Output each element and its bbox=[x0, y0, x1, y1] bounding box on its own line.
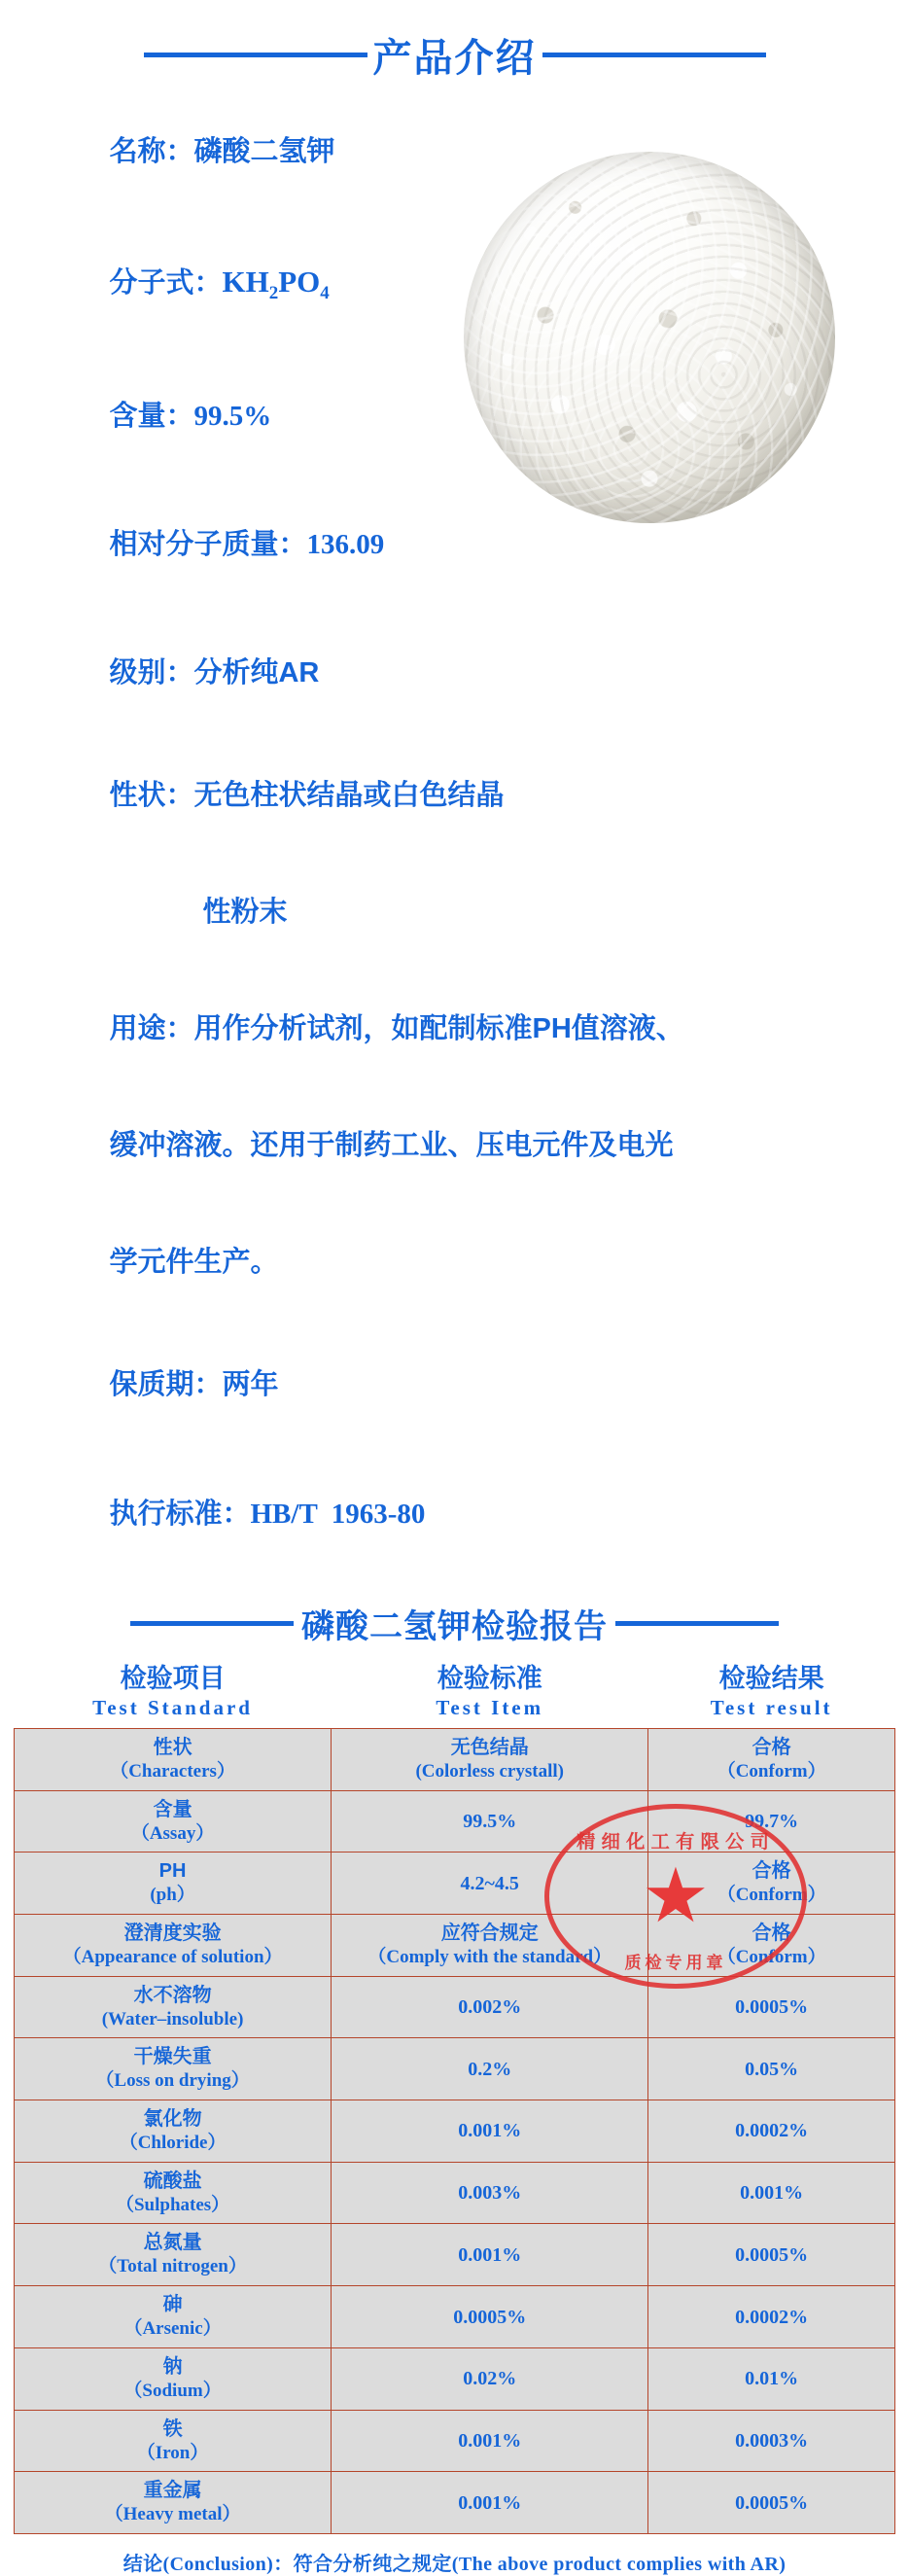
spec-row-appearance bbox=[47, 737, 649, 854]
cell-item: 总氮量 （Total nitrogen） bbox=[15, 2224, 332, 2286]
cell-result: 0.0005% bbox=[648, 2472, 895, 2534]
cell-result: 0.0002% bbox=[648, 2286, 895, 2348]
column-header-test-item bbox=[15, 1662, 332, 1729]
seal-bottom-text: 质检专用章 bbox=[624, 1954, 727, 1972]
table-row bbox=[15, 2100, 895, 2163]
cell-standard: 0.0005% bbox=[332, 2286, 648, 2348]
cell-item: 砷 （Arsenic） bbox=[15, 2286, 332, 2348]
spec-label-grade: 级别： bbox=[109, 657, 194, 688]
cell-result: 合格 （Conform） bbox=[648, 1728, 895, 1790]
header-rule-right bbox=[542, 53, 766, 57]
cell-standard: 无色结晶 (Colorless crystall) bbox=[332, 1728, 648, 1790]
cell-result: 0.0005% bbox=[648, 2224, 895, 2286]
spec-value-use: 用作分析试剂，如配制标准PH值溶液、 bbox=[193, 1013, 684, 1045]
cell-standard: 0.003% bbox=[332, 2162, 648, 2224]
spec-row-assay bbox=[47, 351, 649, 479]
spec-value-appearance-line2: 性粉末 bbox=[202, 897, 288, 929]
table-row bbox=[15, 2224, 895, 2286]
product-intro-title: 产品介绍 bbox=[372, 36, 537, 80]
table-row bbox=[15, 2286, 895, 2348]
cell-standard: 0.001% bbox=[332, 2472, 648, 2534]
inspection-report-table bbox=[14, 1662, 895, 2534]
table-row bbox=[15, 2038, 895, 2100]
cell-standard: 应符合规定 （Comply with the standard） bbox=[332, 1915, 648, 1977]
header-rule-left bbox=[144, 53, 367, 57]
table-row bbox=[15, 1790, 895, 1853]
cell-result: 合格 （Conform） bbox=[648, 1853, 895, 1915]
spec-row-formula bbox=[47, 216, 649, 351]
column-header-cn: 检验项目 bbox=[120, 1663, 226, 1693]
inspection-table-body bbox=[15, 1728, 895, 2533]
cell-item: 含量 （Assay） bbox=[15, 1790, 332, 1853]
cell-result: 0.0005% bbox=[648, 1976, 895, 2038]
table-row bbox=[15, 2162, 895, 2224]
table-header-row bbox=[15, 1662, 895, 1729]
spec-row-use-cont2 bbox=[47, 1204, 649, 1321]
table-row bbox=[15, 2347, 895, 2410]
cell-result: 0.0002% bbox=[648, 2100, 895, 2163]
cell-standard: 4.2~4.5 bbox=[332, 1853, 648, 1915]
spec-value-shelf-life: 两年 bbox=[222, 1369, 279, 1401]
table-row bbox=[15, 1915, 895, 1977]
spec-label-shelf-life: 保质期： bbox=[109, 1369, 223, 1401]
cell-standard: 0.02% bbox=[332, 2347, 648, 2410]
inspection-table-wrap bbox=[14, 1662, 895, 2576]
spec-row-appearance-cont bbox=[140, 854, 649, 970]
spec-row-molweight bbox=[47, 480, 649, 609]
cell-result: 0.001% bbox=[648, 2162, 895, 2224]
cell-standard: 99.5% bbox=[332, 1790, 648, 1853]
cell-standard: 0.001% bbox=[332, 2224, 648, 2286]
cell-item: 干燥失重 （Loss on drying） bbox=[15, 2038, 332, 2100]
spec-value-standard: HB/T 1963-80 bbox=[250, 1498, 426, 1530]
product-intro-body bbox=[0, 84, 909, 1578]
column-header-en: Test result bbox=[710, 1695, 833, 1719]
column-header-en: Test Standard bbox=[92, 1695, 253, 1719]
spec-row-standard bbox=[47, 1450, 649, 1578]
cell-standard: 0.002% bbox=[332, 1976, 648, 2038]
spec-label-molweight: 相对分子质量： bbox=[109, 528, 307, 560]
spec-value-grade: 分析纯AR bbox=[193, 657, 320, 688]
column-header-test-standard bbox=[332, 1662, 648, 1729]
cell-item: PH (ph） bbox=[15, 1853, 332, 1915]
cell-standard: 0.001% bbox=[332, 2100, 648, 2163]
spec-row-use-cont1 bbox=[47, 1087, 674, 1204]
column-header-en: Test Item bbox=[436, 1695, 544, 1719]
report-rule-left bbox=[130, 1621, 294, 1626]
spec-value-molweight: 136.09 bbox=[306, 528, 385, 560]
spec-label-assay: 含量： bbox=[109, 400, 194, 432]
spec-row-use bbox=[47, 970, 684, 1087]
cell-item: 钠 （Sodium） bbox=[15, 2347, 332, 2410]
cell-result: 99.7% bbox=[648, 1790, 895, 1853]
spec-row-grade bbox=[47, 609, 649, 737]
cell-standard: 0.001% bbox=[332, 2410, 648, 2472]
spec-value-name: 磷酸二氢钾 bbox=[193, 136, 335, 168]
cell-item: 硫酸盐 （Sulphates） bbox=[15, 2162, 332, 2224]
spec-value-assay: 99.5% bbox=[193, 400, 272, 432]
product-spec-list bbox=[47, 88, 684, 1578]
spec-label-formula: 分子式： bbox=[109, 267, 223, 300]
star-icon: ★ bbox=[642, 1853, 710, 1938]
spec-value-use-line3: 学元件生产。 bbox=[109, 1247, 279, 1279]
cell-result: 合格 （Conform） bbox=[648, 1915, 895, 1977]
conclusion-text: 结论(Conclusion)：符合分析纯之规定(The above product complies with AR) bbox=[122, 2553, 787, 2575]
cell-item: 水不溶物 (Water–insoluble) bbox=[15, 1976, 332, 2038]
cell-result: 0.0003% bbox=[648, 2410, 895, 2472]
cell-item: 澄清度实验 （Appearance of solution） bbox=[15, 1915, 332, 1977]
cell-result: 0.01% bbox=[648, 2347, 895, 2410]
spec-label-name: 名称： bbox=[109, 136, 194, 168]
column-header-cn: 检验标准 bbox=[437, 1663, 542, 1693]
report-rule-right bbox=[615, 1621, 779, 1626]
column-header-cn: 检验结果 bbox=[718, 1663, 824, 1693]
spec-row-shelf-life bbox=[47, 1321, 649, 1449]
spec-value-appearance: 无色柱状结晶或白色结晶 bbox=[193, 780, 505, 812]
spec-label-use: 用途： bbox=[109, 1013, 194, 1045]
spec-value-use-line2: 缓冲溶液。还用于制药工业、压电元件及电光 bbox=[109, 1130, 674, 1162]
cell-item: 重金属 （Heavy metal） bbox=[15, 2472, 332, 2534]
cell-result: 0.05% bbox=[648, 2038, 895, 2100]
cell-item: 铁 （Iron） bbox=[15, 2410, 332, 2472]
table-row bbox=[15, 1728, 895, 1790]
inspection-report-title: 磷酸二氢钾检验报告 bbox=[301, 1608, 608, 1646]
seal-top-text: 精细化工有限公司 bbox=[576, 1832, 775, 1853]
column-header-test-result bbox=[648, 1662, 895, 1729]
table-row bbox=[15, 1853, 895, 1915]
cell-standard: 0.2% bbox=[332, 2038, 648, 2100]
cell-item: 性状 （Characters） bbox=[15, 1728, 332, 1790]
inspection-report-header bbox=[0, 1592, 909, 1656]
spec-label-appearance: 性状： bbox=[109, 780, 194, 812]
cell-item: 氯化物 （Chloride） bbox=[15, 2100, 332, 2163]
spec-row-name bbox=[47, 88, 649, 216]
product-intro-header bbox=[0, 0, 909, 84]
table-row bbox=[15, 1976, 895, 2038]
spec-label-standard: 执行标准： bbox=[109, 1498, 251, 1530]
spec-value-formula: $KH_2PO_4$ bbox=[222, 265, 330, 304]
table-row bbox=[15, 2472, 895, 2534]
table-row bbox=[15, 2410, 895, 2472]
